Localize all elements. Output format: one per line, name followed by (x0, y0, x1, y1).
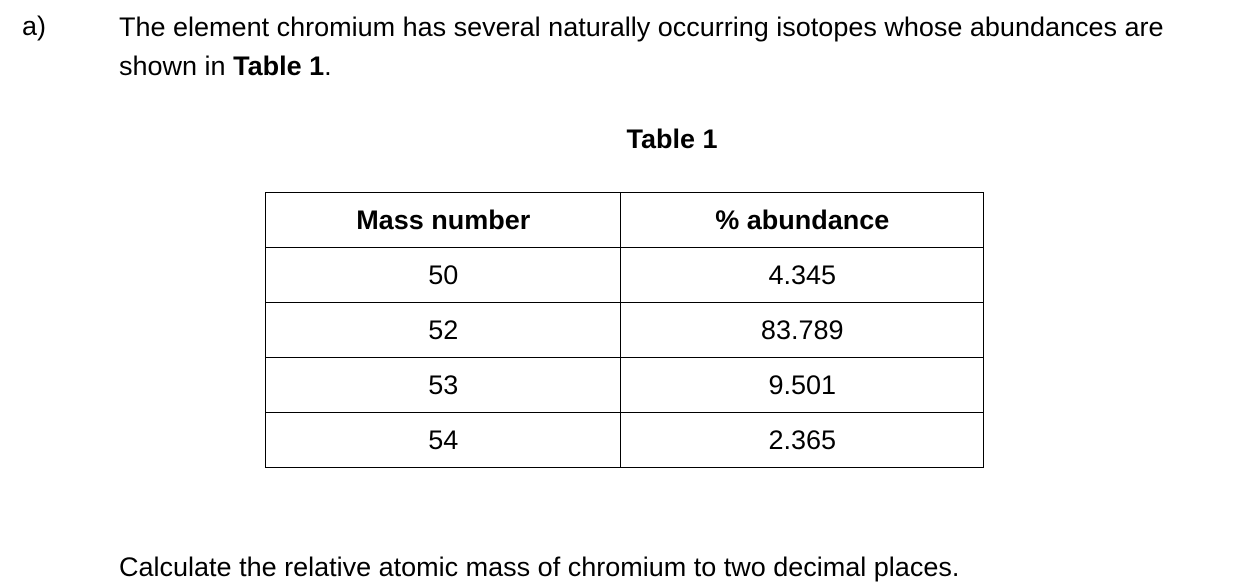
table-reference: Table 1 (233, 51, 325, 81)
intro-text-end: . (324, 51, 332, 81)
abundance-cell: 9.501 (621, 358, 984, 413)
header-mass-number: Mass number (266, 193, 621, 248)
header-abundance: % abundance (621, 193, 984, 248)
question-text: Calculate the relative atomic mass of chromium to two decimal places. (119, 552, 960, 582)
mass-number-cell: 50 (266, 248, 621, 303)
table-row (266, 413, 984, 468)
mass-number-cell: 53 (266, 358, 621, 413)
part-label: a) (22, 11, 47, 41)
mass-number-cell: 52 (266, 303, 621, 358)
table-title: Table 1 (626, 124, 718, 154)
abundance-cell: 83.789 (621, 303, 984, 358)
isotope-table (265, 192, 984, 468)
table-row (266, 358, 984, 413)
abundance-cell: 4.345 (621, 248, 984, 303)
intro-text: The element chromium has several naturally occurring isotopes whose abundances are shown in (119, 12, 1164, 81)
mass-number-cell: 54 (266, 413, 621, 468)
table-header-row (266, 193, 984, 248)
table-row (266, 248, 984, 303)
abundance-cell: 2.365 (621, 413, 984, 468)
intro-paragraph (119, 8, 1229, 86)
table-row (266, 303, 984, 358)
